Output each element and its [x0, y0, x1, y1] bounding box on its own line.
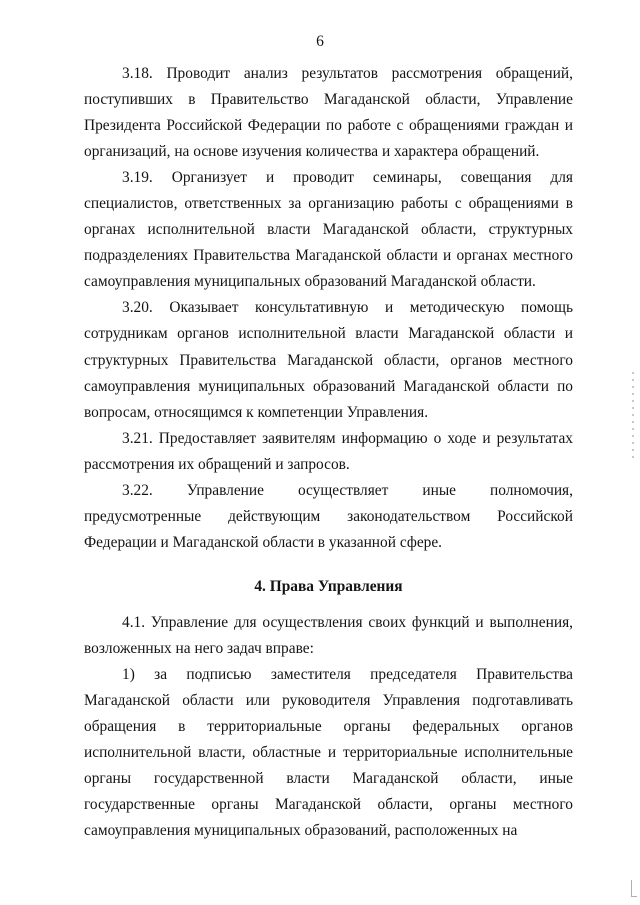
- section-heading: 4. Права Управления: [254, 577, 403, 595]
- paragraph-4-1: 4.1. Управление для осуществления своих функций и выполнения, возложенных на него задач вправе:: [84, 613, 573, 657]
- paragraph-3-20: 3.20. Оказывает консультативную и методическую помощь сотрудникам органов исполнительной власти Магаданской области и структурных Правительства Магаданской области, органов местного самоуправления муниципальных образований Магаданской области по вопросам, относящимся к компетенции Управления.: [84, 299, 573, 421]
- scan-corner-mark: [631, 880, 637, 897]
- scan-artifact-dots: [632, 372, 634, 462]
- paragraph-3-22: 3.22. Управление осуществляет иные полномочия, предусмотренные действующим законодательством Российской Федерации и Магаданской области в указанной сфере.: [84, 481, 573, 551]
- paragraph-4-1-item-1: 1) за подписью заместителя председателя Правительства Магаданской области или руководителя Управления подготавливать обращения в территориальные органы федеральных органов исполнительной власти, областные и территориальные исполнительные органы государственной власти Магаданской области, иные государственные органы Магаданской области, органы местного самоуправления муниципальных образований, расположенных на: [84, 666, 573, 840]
- paragraph-3-18: 3.18. Проводит анализ результатов рассмотрения обращений, поступивших в Правительство Магаданской области, Управление Президента Российской Федерации по работе с обращениями граждан и организаций, на основе изучения количества и характера обращений.: [84, 65, 573, 161]
- document-body: [84, 61, 573, 844]
- paragraph-3-19: 3.19. Организует и проводит семинары, совещания для специалистов, ответственных за организацию работы с обращениями в органах исполнительной власти Магаданской области, структурных подразделениях Правительства Магаданской области и органах местного самоуправления муниципальных образований Магаданской области.: [84, 169, 573, 291]
- page-number: 6: [316, 33, 324, 50]
- paragraph-3-21: 3.21. Предоставляет заявителям информацию о ходе и результатах рассмотрения их обращений и запросов.: [84, 429, 573, 473]
